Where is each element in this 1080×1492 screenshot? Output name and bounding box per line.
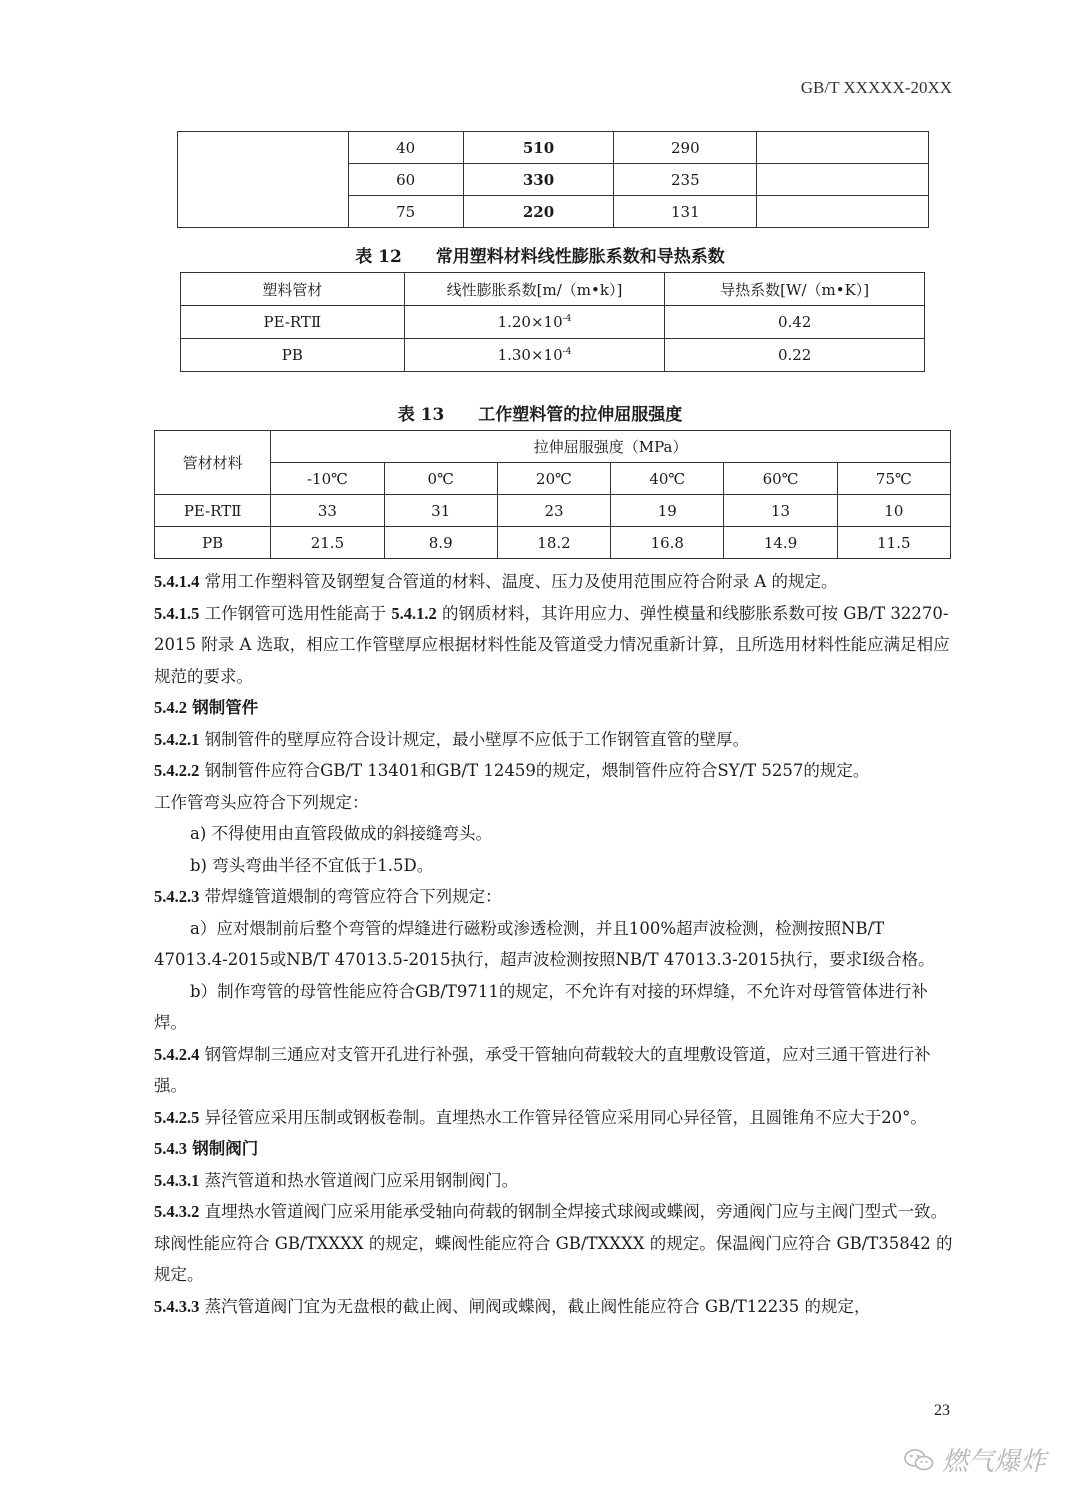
clause-number: 5.4.1.5 xyxy=(154,603,200,623)
column-header: 60℃ xyxy=(724,463,837,495)
table-11-continuation xyxy=(177,131,929,228)
table-cell: 0.42 xyxy=(665,306,925,339)
clause-5-4-3-2 xyxy=(154,1196,954,1291)
clause-text: 常用工作塑料管及钢塑复合管道的材料、温度、压力及使用范围应符合附录 A 的规定。 xyxy=(204,572,838,591)
table-cell: 290 xyxy=(614,132,757,164)
table-row xyxy=(181,306,925,339)
clause-number: 5.4.3.1 xyxy=(154,1170,200,1190)
clause-5-4-2-2 xyxy=(154,755,954,787)
table-cell: PE-RTⅡ xyxy=(155,495,271,527)
table-cell xyxy=(404,339,665,372)
table-cell: 21.5 xyxy=(271,527,384,559)
clause-5-4-1-5 xyxy=(154,598,954,693)
clause-text: 钢管焊制三通应对支管开孔进行补强，承受干管轴向荷载较大的直埋敷设管道，应对三通干管进行补强。 xyxy=(154,1044,931,1095)
clause-number: 5.4.2.3 xyxy=(154,887,200,906)
clause-5-4-2-5 xyxy=(154,1102,954,1134)
coefficient-base: 1.30×10 xyxy=(497,346,563,364)
list-item xyxy=(154,850,954,882)
table-cell: 19 xyxy=(611,495,724,527)
list-item xyxy=(154,818,954,850)
table-cell xyxy=(404,306,665,339)
table-cell: 33 xyxy=(271,495,384,527)
table-cell: 0.22 xyxy=(665,339,925,372)
table-cell xyxy=(757,196,929,228)
clause-text: 异径管应采用压制或钢板卷制。直埋热水工作管异径管应采用同心异径管，且圆锥角不应大于20°。 xyxy=(204,1107,927,1127)
clause-number: 5.4.3.3 xyxy=(154,1296,200,1316)
table-cell: 510 xyxy=(463,132,614,164)
list-text: 不得使用由直管段做成的斜接缝弯头。 xyxy=(211,824,493,843)
section-number: 5.4.2 xyxy=(154,698,187,717)
watermark-text: 燃气爆炸 xyxy=(941,1447,1046,1477)
column-header: 40℃ xyxy=(611,463,724,495)
list-text: 应对煨制前后整个弯管的焊缝进行磁粉或渗透检测，并且100%超声波检测，检测按照NB/T 47013.4-2015或NB/T 47013.5-2015执行，超声波检测按照NB/T 47013.3-2015执行，要求Ⅰ级合格。 xyxy=(154,918,935,969)
column-header: 20℃ xyxy=(497,463,610,495)
table-cell: 330 xyxy=(463,164,614,196)
clause-text: 钢制管件的壁厚应符合设计规定，最小壁厚不应低于工作钢管直管的壁厚。 xyxy=(204,729,750,749)
clause-5-4-1-4 xyxy=(154,566,954,598)
table-row xyxy=(178,132,929,164)
column-header: 线性膨胀系数[m/（m•k）] xyxy=(404,273,665,306)
paragraph-text: 工作管弯头应符合下列规定： xyxy=(154,792,369,812)
section-number: 5.4.3 xyxy=(154,1139,187,1158)
table-cell xyxy=(757,132,929,164)
table-cell: 16.8 xyxy=(611,527,724,559)
clause-number: 5.4.2.1 xyxy=(154,729,200,749)
clause-number: 5.4.2.5 xyxy=(154,1107,200,1127)
group-header: 拉伸屈服强度（MPa） xyxy=(271,431,951,463)
section-heading-5-4-2 xyxy=(154,692,954,724)
list-item xyxy=(154,913,954,976)
body-text xyxy=(154,566,954,1322)
table-cell: 23 xyxy=(497,495,610,527)
page-number: 23 xyxy=(934,1402,950,1419)
clause-number: 5.4.2.2 xyxy=(154,761,200,780)
clause-number: 5.4.1.4 xyxy=(154,572,200,591)
table-cell: 60 xyxy=(348,164,463,196)
list-marker: a） xyxy=(190,918,217,938)
table-12-caption: 表 12 常用塑料材料线性膨胀系数和导热系数 xyxy=(355,247,725,267)
clause-5-4-2-4 xyxy=(154,1039,954,1102)
table-cell: 220 xyxy=(463,196,614,228)
table-13-caption: 表 13 工作塑料管的拉伸屈服强度 xyxy=(397,405,683,425)
table-header-row xyxy=(181,273,925,306)
table-cell: 8.9 xyxy=(384,527,497,559)
coefficient-base: 1.20×10 xyxy=(497,313,563,331)
column-header: 导热系数[W/（m•K）] xyxy=(665,273,925,306)
table-header-row xyxy=(155,463,951,495)
table-cell: 131 xyxy=(614,196,757,228)
table-row xyxy=(155,527,951,559)
list-text: 弯头弯曲半径不宜低于1.5D。 xyxy=(212,855,434,875)
coefficient-exponent: -4 xyxy=(562,314,572,324)
wechat-icon xyxy=(904,1448,934,1472)
clause-text: 工作钢管可选用性能高于 xyxy=(204,603,392,623)
table-row xyxy=(181,339,925,372)
clause-text: 钢制管件应符合GB/T 13401和GB/T 12459的规定，煨制管件应符合SY/T 5257的规定。 xyxy=(204,761,870,780)
table-cell: 11.5 xyxy=(837,527,950,559)
clause-5-4-2-3 xyxy=(154,881,954,913)
row-header: 管材材料 xyxy=(155,431,271,495)
column-header: 0℃ xyxy=(384,463,497,495)
clause-number: 5.4.3.2 xyxy=(154,1202,200,1221)
table-cell: 75 xyxy=(348,196,463,228)
clause-5-4-2-1 xyxy=(154,724,954,756)
list-marker: b） xyxy=(190,981,218,1001)
watermark xyxy=(904,1441,1046,1478)
section-heading-5-4-3 xyxy=(154,1133,954,1165)
clause-text: 带焊缝管道煨制的弯管应符合下列规定： xyxy=(204,887,502,906)
table-cell: PB xyxy=(181,339,405,372)
table-13 xyxy=(154,430,951,559)
clause-text: 蒸汽管道和热水管道阀门应采用钢制阀门。 xyxy=(204,1170,519,1190)
list-text: 制作弯管的母管性能应符合GB/T9711的规定，不允许有对接的环焊缝，不允许对母管管体进行补焊。 xyxy=(154,981,928,1032)
table-cell: 31 xyxy=(384,495,497,527)
table-cell xyxy=(757,164,929,196)
paragraph xyxy=(154,787,954,819)
clause-text: 直埋热水管道阀门应采用能承受轴向荷载的钢制全焊接式球阀或蝶阀，旁通阀门应与主阀门型式一致。球阀性能应符合 GB/TXXXX 的规定，蝶阀性能应符合 GB/TXXXX 的规定。保温阀门应符合 GB/T35842 的规定。 xyxy=(154,1202,953,1284)
table-cell: 14.9 xyxy=(724,527,837,559)
list-marker: b) xyxy=(190,855,207,875)
column-header: 塑料管材 xyxy=(181,273,405,306)
clause-text: 的钢质材料，其许用应力、弹性模量和线膨胀系数可按 GB/T 32270-2015 附录 A 选取，相应工作管壁厚应根据材料性能及管道受力情况重新计算，且所选用材料性能应满足相应规范的要求。 xyxy=(154,603,950,686)
table-cell: 13 xyxy=(724,495,837,527)
table-cell: 235 xyxy=(614,164,757,196)
table-12 xyxy=(180,272,925,372)
table-header-row xyxy=(155,431,951,463)
list-marker: a) xyxy=(190,824,207,843)
section-title: 钢制阀门 xyxy=(192,1139,259,1158)
document-code: GB/T XXXXX-20XX xyxy=(800,78,952,97)
clause-text: 蒸汽管道阀门宜为无盘根的截止阀、闸阀或蝶阀，截止阀性能应符合 GB/T12235 的规定， xyxy=(204,1296,871,1316)
table-cell: 10 xyxy=(837,495,950,527)
column-header: -10℃ xyxy=(271,463,384,495)
table-cell: 40 xyxy=(348,132,463,164)
table-cell: PE-RTⅡ xyxy=(181,306,405,339)
clause-number: 5.4.2.4 xyxy=(154,1044,200,1064)
coefficient-exponent: -4 xyxy=(562,347,572,357)
table-cell: PB xyxy=(155,527,271,559)
column-header: 75℃ xyxy=(837,463,950,495)
section-title: 钢制管件 xyxy=(192,698,259,717)
clause-reference: 5.4.1.2 xyxy=(391,603,437,623)
table-row xyxy=(155,495,951,527)
clause-5-4-3-3 xyxy=(154,1291,954,1323)
table-cell: 18.2 xyxy=(497,527,610,559)
clause-5-4-3-1 xyxy=(154,1165,954,1197)
merged-cell xyxy=(178,132,349,228)
list-item xyxy=(154,976,954,1039)
